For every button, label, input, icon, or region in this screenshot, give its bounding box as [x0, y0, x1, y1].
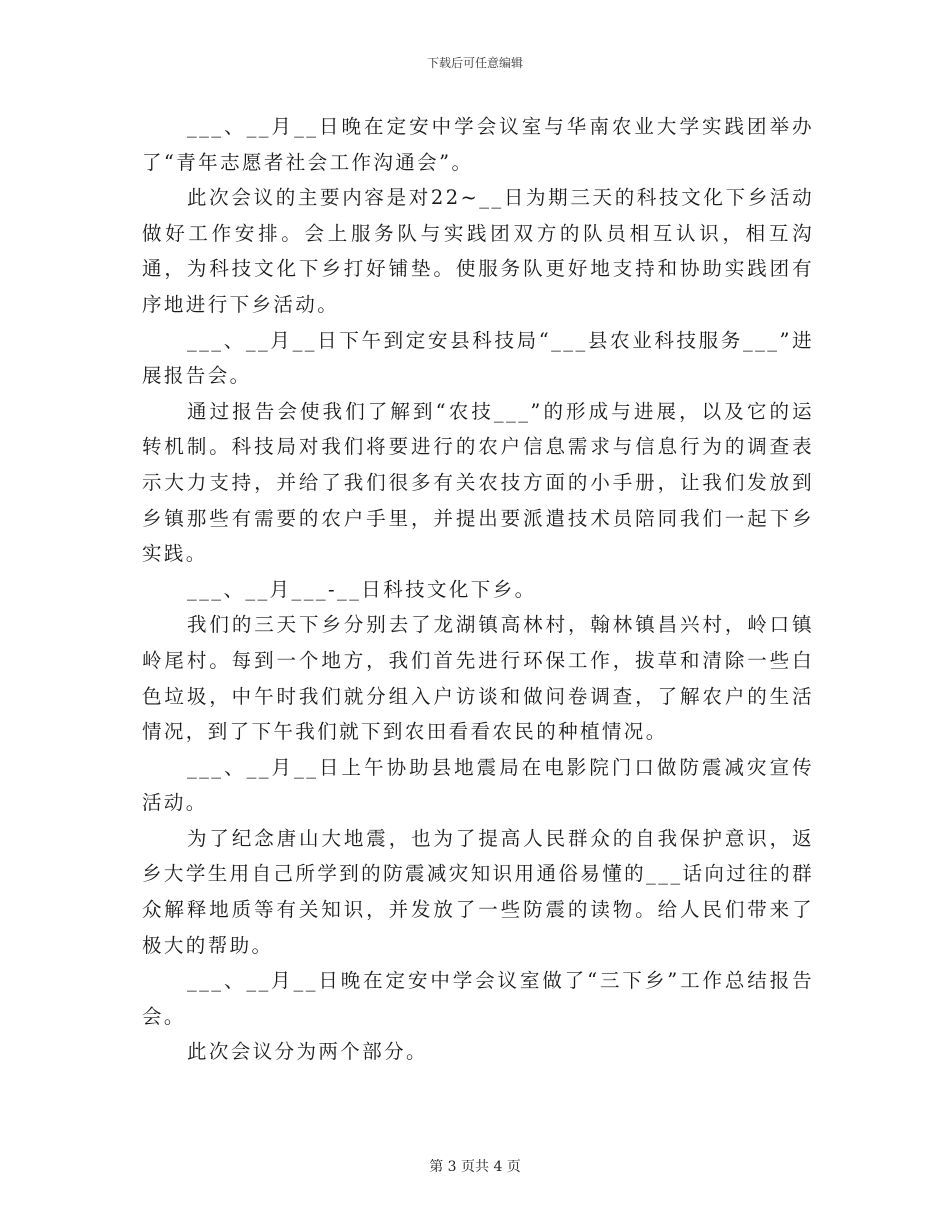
paragraph-tech-bureau-report: ___、__月__日下午到定安县科技局“___县农业科技服务___”进展报告会。 [142, 328, 814, 388]
paragraph-meeting-content: 此次会议的主要内容是对22~__日为期三天的科技文化下乡活动做好工作安排。会上服务队与实践团双方的队员相互认识，相互沟通，为科技文化下乡打好铺垫。使服务队更好地支持和协助实践团有序地进行下乡活动。 [142, 186, 814, 316]
paragraph-earthquake-details: 为了纪念唐山大地震，也为了提高人民群众的自我保护意识，返乡大学生用自己所学到的防震减灾知识用通俗易懂的___话向过往的群众解释地质等有关知识，并发放了一些防震的读物。给人民们带来了极大的帮助。 [142, 826, 814, 957]
paragraph-meeting-parts: 此次会议分为两个部分。 [187, 1040, 428, 1064]
paragraph-tech-culture-visit: ___、__月___-__日科技文化下乡。 [187, 577, 537, 601]
page-number-footer: 第 3 页共 4 页 [429, 1159, 521, 1175]
paragraph-earthquake-campaign: ___、__月__日上午协助县地震局在电影院门口做防震减灾宣传活动。 [142, 755, 814, 815]
paragraph-village-visits: 我们的三天下乡分别去了龙湖镇高林村，翰林镇昌兴村，岭口镇岭尾村。每到一个地方，我们首先进行环保工作，拔草和清除一些白色垃圾，中午时我们就分组入户访谈和做问卷调查，了解农户的生活情况，到了下午我们就下到农田看看农民的种植情况。 [142, 613, 814, 744]
paragraph-report-details: 通过报告会使我们了解到“农技___”的形成与进展，以及它的运转机制。科技局对我们将要进行的农户信息需求与信息行为的调查表示大力支持，并给了我们很多有关农技方面的小手册，让我们发放到乡镇那些有需要的农户手里，并提出要派遣技术员陪同我们一起下乡实践。 [142, 399, 814, 566]
page-header-note: 下载后可任意编辑 [426, 56, 523, 70]
paragraph-meeting-communication: ___、__月__日晚在定安中学会议室与华南农业大学实践团举办了“青年志愿者社会工作沟通会”。 [142, 115, 814, 174]
document-body [142, 109, 814, 1070]
paragraph-summary-meeting: ___、__月__日晚在定安中学会议室做了“三下乡”工作总结报告会。 [142, 969, 814, 1028]
